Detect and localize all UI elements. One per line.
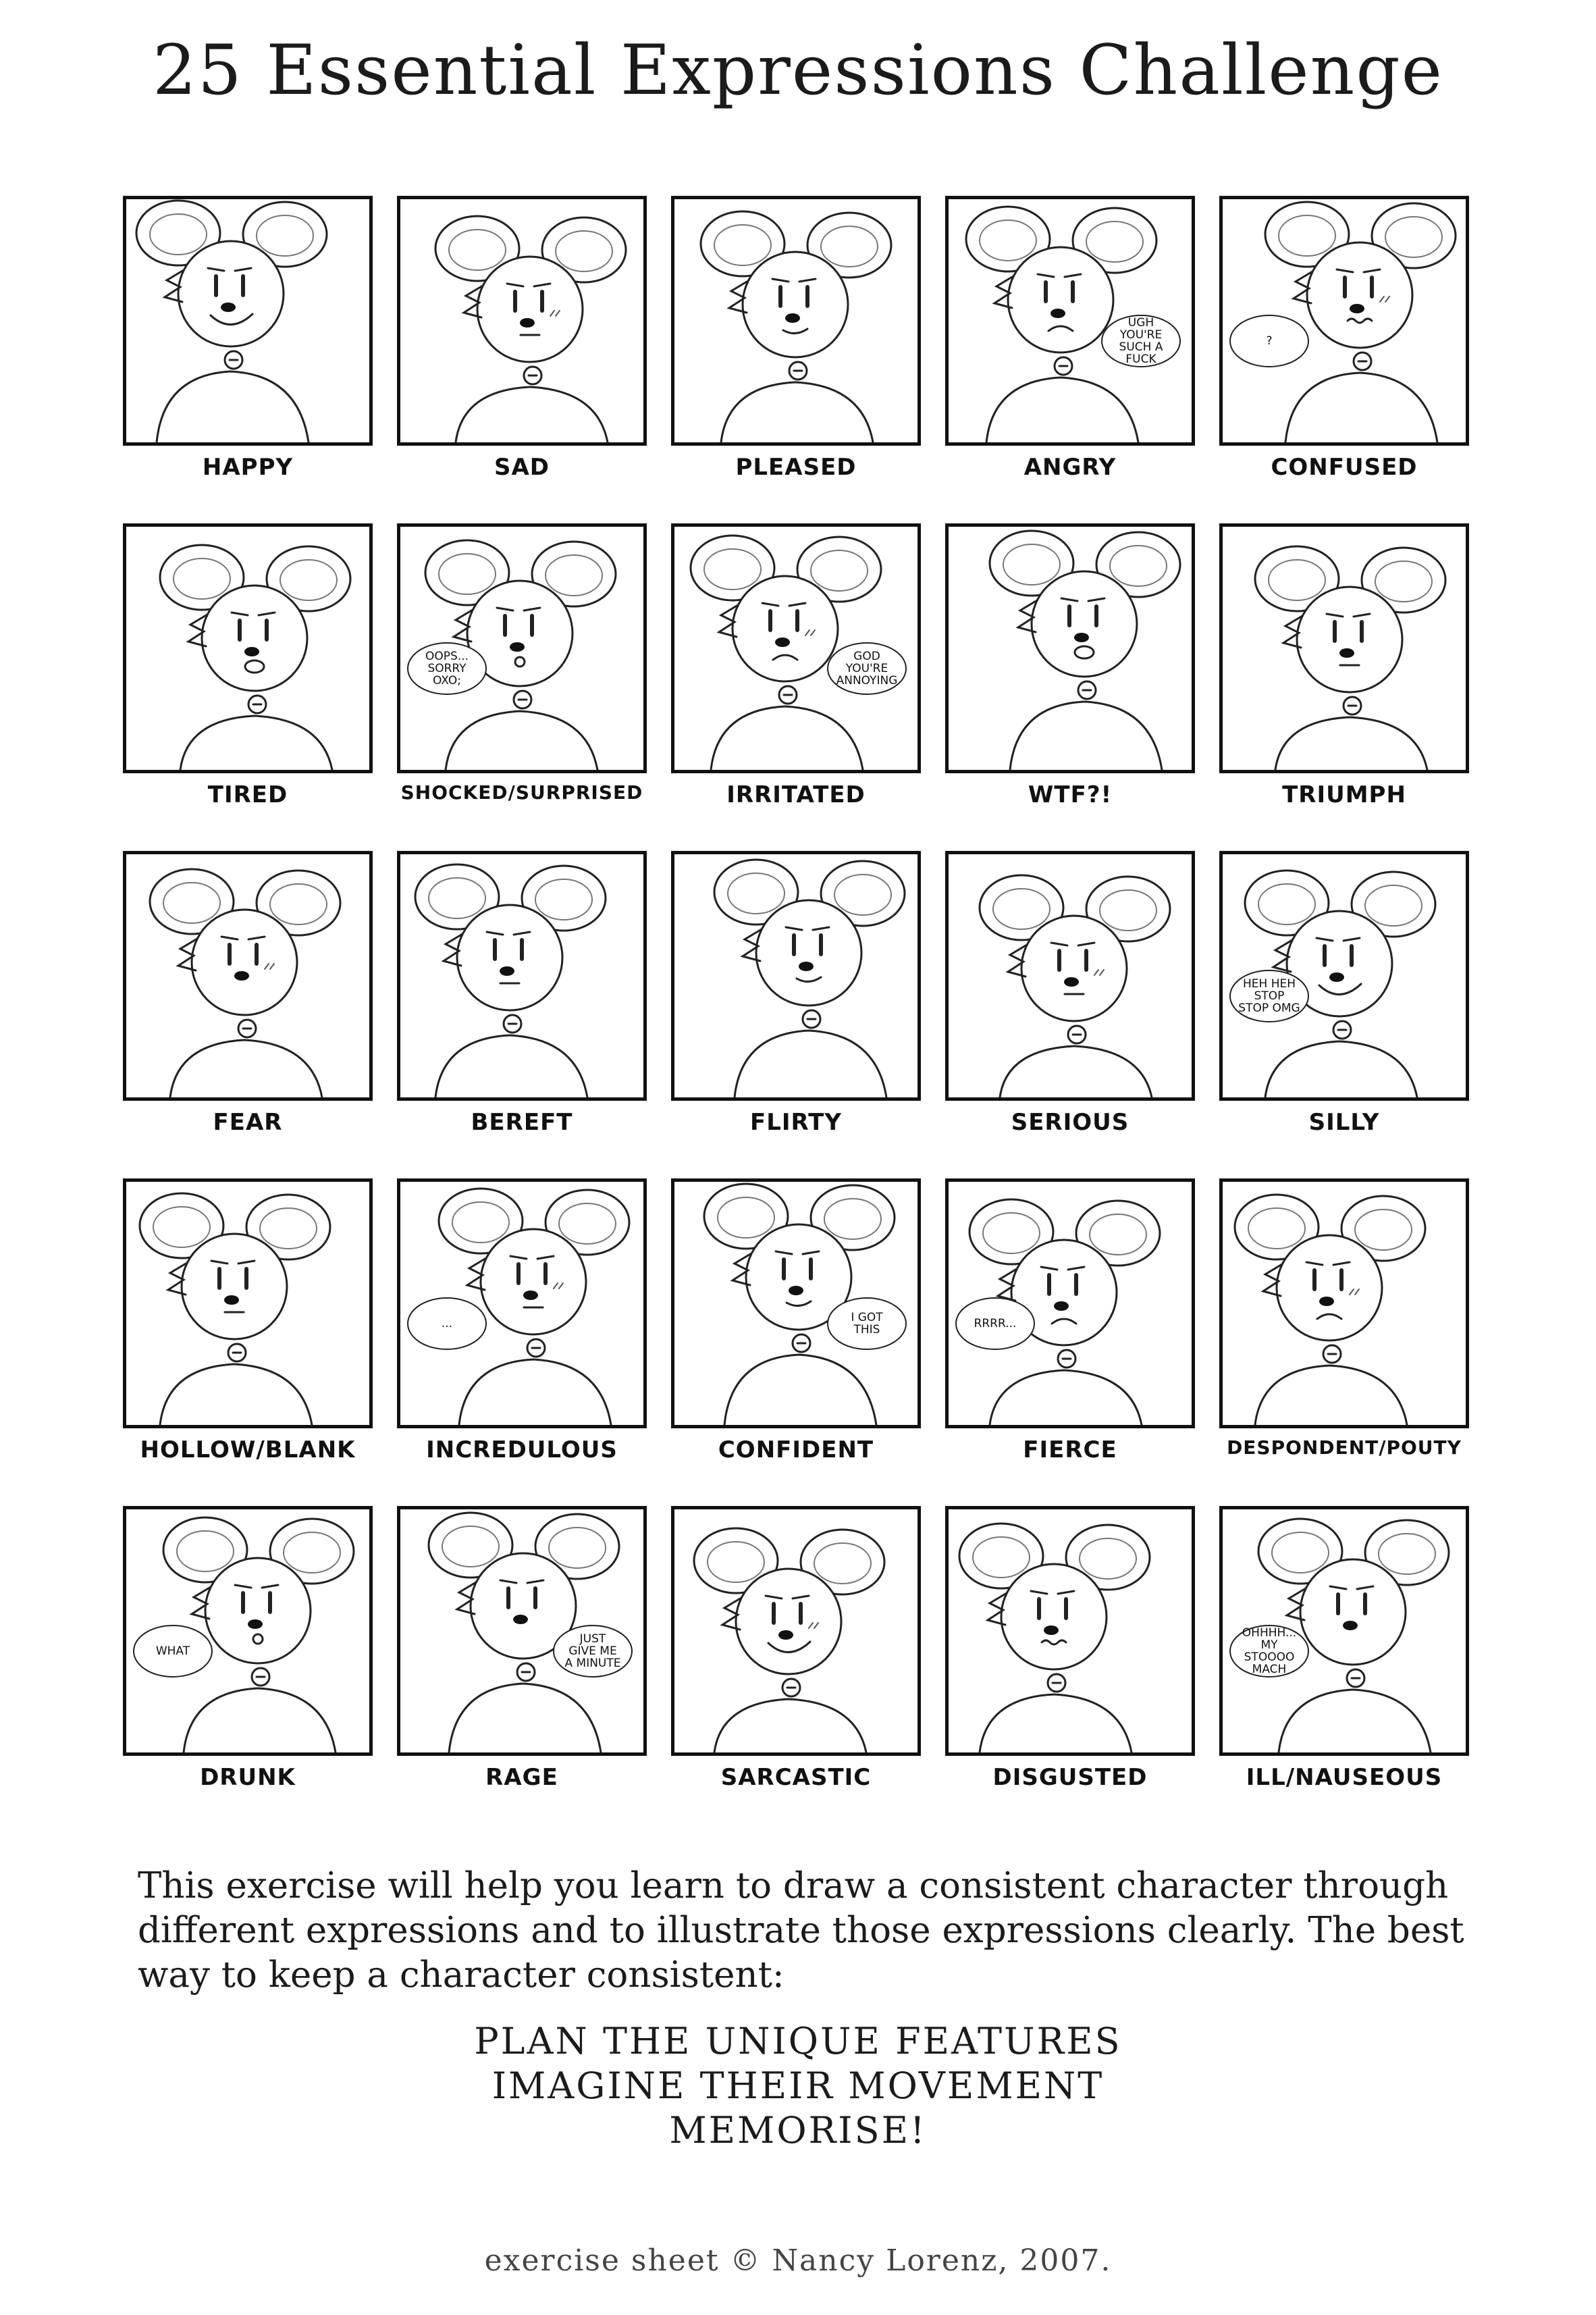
head	[1307, 242, 1412, 348]
character-sketch	[1223, 854, 1466, 1097]
body	[170, 1040, 322, 1097]
head	[1001, 1564, 1107, 1669]
expression-panel	[945, 851, 1195, 1101]
nose	[1074, 633, 1089, 642]
head	[481, 1229, 586, 1334]
expression-panel	[1219, 1506, 1469, 1756]
expression-label: DESPONDENT/POUTY	[1227, 1436, 1462, 1459]
nose	[221, 303, 236, 312]
character-sketch	[674, 199, 917, 442]
nose	[520, 318, 535, 328]
body	[184, 1688, 336, 1752]
expression-panel	[671, 523, 921, 773]
nose	[248, 1619, 263, 1629]
expression-label: TRIUMPH	[1282, 781, 1406, 808]
head	[1277, 1235, 1382, 1341]
expression-panel	[397, 196, 647, 446]
nose	[234, 971, 249, 981]
character-sketch	[1223, 199, 1466, 442]
head	[457, 905, 562, 1010]
expression-label: TIRED	[207, 781, 288, 808]
character-sketch	[674, 1182, 917, 1425]
nose	[1343, 1621, 1358, 1630]
nose	[778, 1630, 793, 1640]
expression-panel	[671, 851, 921, 1101]
head	[205, 1558, 311, 1663]
character-sketch	[400, 854, 643, 1097]
expression-panel	[945, 196, 1195, 446]
expression-panel	[397, 851, 647, 1101]
step-memorise: MEMORISE!	[669, 2109, 927, 2152]
speech-bubble-text: ...	[441, 1317, 453, 1330]
body	[714, 1699, 866, 1752]
body	[724, 1355, 876, 1425]
nose	[500, 966, 514, 976]
body	[735, 1031, 886, 1097]
nose	[785, 313, 800, 323]
expression-label: CONFUSED	[1271, 454, 1418, 481]
expression-label: IRRITATED	[726, 781, 866, 808]
nose	[1050, 309, 1065, 318]
body	[1279, 1690, 1431, 1752]
nose	[789, 1286, 803, 1295]
expression-label: HOLLOW/BLANK	[140, 1436, 356, 1463]
character-sketch	[674, 527, 917, 770]
nose	[1339, 648, 1354, 658]
body	[459, 1359, 611, 1425]
expression-label: DISGUSTED	[992, 1764, 1148, 1791]
head	[202, 586, 307, 691]
head	[1300, 1559, 1406, 1665]
character-sketch	[400, 199, 643, 442]
body	[446, 711, 597, 770]
expression-panel	[945, 523, 1195, 773]
nose	[224, 1295, 239, 1305]
body	[711, 706, 863, 770]
expression-panel	[123, 1506, 373, 1756]
nose	[1329, 972, 1344, 982]
expression-panel	[397, 1178, 647, 1428]
expression-label: SHOCKED/SURPRISED	[400, 781, 643, 804]
character-sketch	[1223, 527, 1466, 770]
head	[192, 910, 297, 1015]
speech-bubble-text: JUST GIVE ME A MINUTE	[564, 1632, 621, 1670]
speech-bubble-text: HEH HEH STOP STOP OMG	[1238, 977, 1300, 1015]
expression-panel	[123, 1178, 373, 1428]
character-sketch	[400, 1509, 643, 1752]
expressions-grid	[123, 196, 1477, 1817]
expression-panel	[123, 196, 373, 446]
character-sketch	[949, 1182, 1192, 1425]
expression-label: PLEASED	[735, 454, 857, 481]
body	[456, 387, 608, 442]
character-sketch	[126, 1182, 369, 1425]
expression-label: WTF?!	[1028, 781, 1113, 808]
expression-panel	[397, 1506, 647, 1756]
expression-label: FIERCE	[1023, 1436, 1117, 1463]
speech-bubble-text: GOD YOU'RE ANNOYING	[836, 650, 898, 687]
expression-panel	[123, 851, 373, 1101]
expression-panel	[1219, 196, 1469, 446]
body	[990, 1370, 1142, 1425]
expression-panel	[1219, 851, 1469, 1101]
description-paragraph: This exercise will help you learn to draw a consistent character through different expressions and to illustrate those expressions clearly. The best way to keep a character consistent:	[138, 1865, 1464, 1996]
body	[435, 1035, 587, 1097]
head	[743, 252, 848, 357]
nose	[1350, 304, 1364, 313]
speech-bubble-text: RRRR...	[974, 1317, 1017, 1330]
character-sketch	[126, 199, 369, 442]
head	[178, 241, 284, 346]
expression-label: SILLY	[1308, 1109, 1380, 1136]
expression-label: DRUNK	[200, 1764, 296, 1791]
nose	[523, 1291, 538, 1300]
character-sketch	[1223, 1182, 1466, 1425]
expression-panel	[671, 1506, 921, 1756]
nose	[1044, 1625, 1059, 1635]
body	[986, 378, 1138, 442]
speech-bubble-text: UGH YOU'RE SUCH A FUCK	[1119, 316, 1163, 366]
head	[756, 900, 861, 1006]
body	[160, 1364, 312, 1425]
expression-label: INCREDULOUS	[426, 1436, 618, 1463]
character-sketch	[1223, 1509, 1466, 1752]
nose	[244, 647, 259, 656]
nose	[510, 642, 525, 652]
head	[182, 1234, 287, 1339]
character-sketch	[126, 854, 369, 1097]
nose	[799, 962, 814, 971]
expression-label: SAD	[494, 454, 550, 481]
head	[1297, 587, 1402, 692]
character-sketch	[949, 527, 1192, 770]
character-sketch	[126, 1509, 369, 1752]
expression-panel	[945, 1506, 1195, 1756]
nose	[1064, 977, 1079, 987]
body	[180, 716, 332, 770]
speech-bubble-text: OOPS... SORRY OXO;	[425, 650, 469, 687]
body	[1265, 1041, 1417, 1097]
expression-label: ANGRY	[1023, 454, 1117, 481]
expression-label: FLIRTY	[749, 1109, 842, 1136]
step-imagine: IMAGINE THEIR MOVEMENT	[491, 2064, 1105, 2107]
head	[1021, 916, 1127, 1021]
body	[1000, 1046, 1152, 1097]
nose	[513, 1615, 528, 1624]
expression-label: BEREFT	[471, 1109, 573, 1136]
speech-bubble-text: OHHHH... MY STOOOO MACH	[1242, 1626, 1297, 1676]
head	[736, 1569, 841, 1674]
nose	[775, 638, 790, 647]
body	[1275, 717, 1427, 770]
character-sketch	[400, 527, 643, 770]
body	[980, 1694, 1132, 1752]
character-sketch	[949, 854, 1192, 1097]
expression-panel	[671, 196, 921, 446]
expression-label: FEAR	[213, 1109, 283, 1136]
expression-label: SARCASTIC	[720, 1764, 872, 1791]
head	[477, 257, 583, 362]
expression-label: SERIOUS	[1011, 1109, 1129, 1136]
character-sketch	[400, 1182, 643, 1425]
speech-bubble-text: ?	[1266, 334, 1273, 348]
steps-list	[0, 2019, 1596, 2153]
expression-label: RAGE	[485, 1764, 558, 1791]
expression-panel	[123, 523, 373, 773]
character-sketch	[949, 199, 1192, 442]
expression-panel	[945, 1178, 1195, 1428]
expression-label: HAPPY	[202, 454, 294, 481]
copyright-credit: exercise sheet © Nancy Lorenz, 2007.	[484, 2243, 1112, 2278]
body	[1285, 373, 1437, 442]
head	[1032, 571, 1137, 677]
expression-panel	[1219, 1178, 1469, 1428]
nose	[1319, 1297, 1334, 1306]
nose	[1054, 1301, 1069, 1311]
character-sketch	[674, 854, 917, 1097]
head	[733, 576, 838, 681]
page-title: 25 Essential Expressions Challenge	[153, 30, 1443, 111]
step-plan: PLAN THE UNIQUE FEATURES	[474, 2020, 1122, 2062]
head	[1008, 247, 1113, 353]
body	[1010, 702, 1162, 770]
character-sketch	[674, 1509, 917, 1752]
expression-panel	[671, 1178, 921, 1428]
character-sketch	[126, 527, 369, 770]
body	[721, 382, 873, 442]
speech-bubble-text: WHAT	[155, 1644, 190, 1658]
body	[1255, 1365, 1407, 1425]
expression-panel	[1219, 523, 1469, 773]
character-sketch	[949, 1509, 1192, 1752]
body	[157, 371, 309, 442]
speech-bubble-text: I GOT THIS	[851, 1311, 883, 1336]
expression-label: ILL/NAUSEOUS	[1246, 1764, 1443, 1791]
expression-label: CONFIDENT	[718, 1436, 874, 1463]
body	[449, 1684, 601, 1752]
expression-panel	[397, 523, 647, 773]
